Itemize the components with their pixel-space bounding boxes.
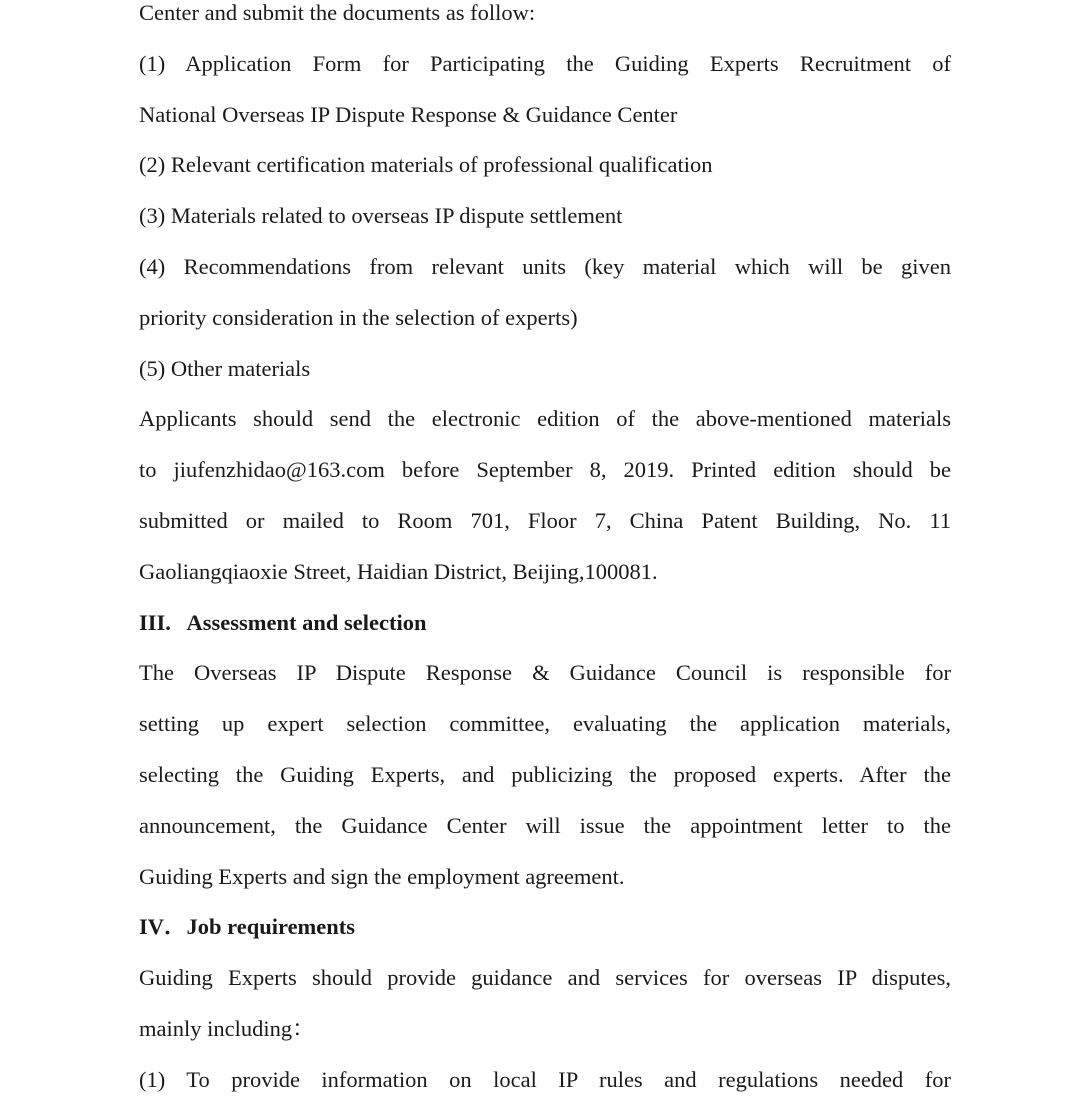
paragraph-line: submitted or mailed to Room 701, Floor 7, China Patent Building, No. 11 — [139, 507, 951, 533]
paragraph-line: Gaoliangqiaoxie Street, Haidian District, Beijing,100081. — [139, 558, 658, 584]
paragraph-line: setting up expert selection committee, evaluating the application materials, — [139, 711, 951, 737]
paragraph-line: Center and submit the documents as follow: — [139, 0, 536, 25]
paragraph-line: selecting the Guiding Experts, and publicizing the proposed experts. After the — [139, 761, 951, 787]
list-item-line: (3) Materials related to overseas IP dispute settlement — [139, 203, 623, 229]
section-heading: III. Assessment and selection — [139, 609, 427, 635]
document-page — [139, 0, 951, 1106]
list-item-line: National Overseas IP Dispute Response & Guidance Center — [139, 101, 678, 127]
list-item-line: (2) Relevant certification materials of professional qualification — [139, 152, 713, 178]
paragraph-line: Applicants should send the electronic edition of the above-mentioned materials — [139, 406, 951, 432]
paragraph-line: Guiding Experts and sign the employment agreement. — [139, 863, 625, 889]
list-item-line: (1) Application Form for Participating the Guiding Experts Recruitment of — [139, 50, 951, 76]
list-item-line: priority consideration in the selection of experts) — [139, 304, 578, 330]
paragraph-line: The Overseas IP Dispute Response & Guidance Council is responsible for — [139, 660, 951, 686]
section-heading: IV．Job requirements — [139, 914, 356, 940]
list-item-line: (5) Other materials — [139, 355, 311, 381]
list-item-line: (4) Recommendations from relevant units (key material which will be given — [139, 253, 951, 279]
list-item-line: (1) To provide information on local IP rules and regulations needed for — [139, 1066, 951, 1092]
paragraph-line: mainly including： — [139, 1015, 315, 1041]
paragraph-line: announcement, the Guidance Center will issue the appointment letter to the — [139, 812, 951, 838]
paragraph-line: Guiding Experts should provide guidance and services for overseas IP disputes, — [139, 965, 951, 991]
paragraph-line: to jiufenzhidao@163.com before September 8, 2019. Printed edition should be — [139, 457, 951, 483]
